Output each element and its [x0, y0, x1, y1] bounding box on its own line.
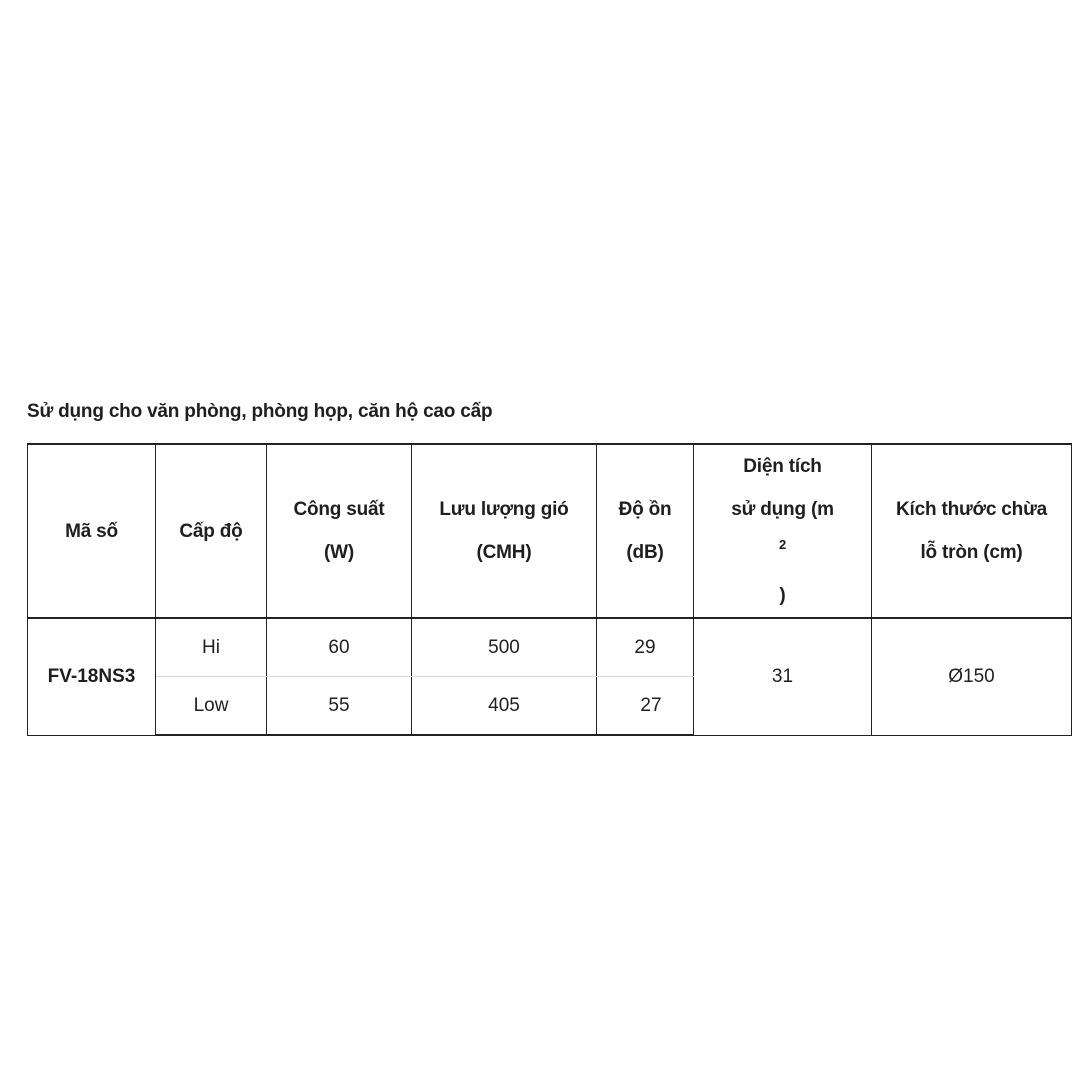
model-cell: FV-18NS3	[28, 618, 156, 735]
header-hole	[872, 444, 1072, 618]
table-caption: Sử dụng cho văn phòng, phòng họp, căn hộ cao cấp	[27, 401, 493, 422]
header-area-superscript: 2	[778, 537, 787, 552]
header-area-line2	[694, 488, 871, 617]
header-area-unit: sử dụng (m	[731, 499, 834, 520]
header-airflow-line2: (CMH)	[476, 542, 532, 563]
header-area-close: )	[779, 585, 786, 606]
header-airflow	[412, 444, 597, 618]
header-noise	[597, 444, 694, 618]
area-cell: 31	[694, 618, 872, 735]
spec-table	[27, 443, 1072, 736]
power-cell: 60	[267, 618, 412, 677]
noise-cell: 27	[597, 677, 694, 736]
header-row	[28, 444, 1072, 618]
table-row	[28, 618, 1072, 677]
header-power	[267, 444, 412, 618]
header-power-line1: Công suất	[293, 499, 385, 520]
header-noise-line1: Độ ồn	[618, 499, 672, 520]
noise-cell: 29	[597, 618, 694, 677]
header-level: Cấp độ	[156, 444, 267, 618]
header-area	[694, 444, 872, 618]
header-noise-line2: (dB)	[626, 542, 664, 563]
airflow-cell: 500	[412, 618, 597, 677]
level-cell: Hi	[156, 618, 267, 677]
level-cell: Low	[156, 677, 267, 736]
power-cell: 55	[267, 677, 412, 736]
header-hole-line2: lỗ tròn (cm)	[920, 542, 1023, 563]
header-airflow-line1: Lưu lượng gió	[439, 499, 569, 520]
airflow-cell: 405	[412, 677, 597, 736]
header-area-line1: Diện tích	[743, 456, 822, 477]
header-power-line2: (W)	[324, 542, 354, 563]
header-hole-line1: Kích thước chừa	[896, 499, 1047, 520]
header-model: Mã số	[28, 444, 156, 618]
hole-cell: Ø150	[872, 618, 1072, 735]
